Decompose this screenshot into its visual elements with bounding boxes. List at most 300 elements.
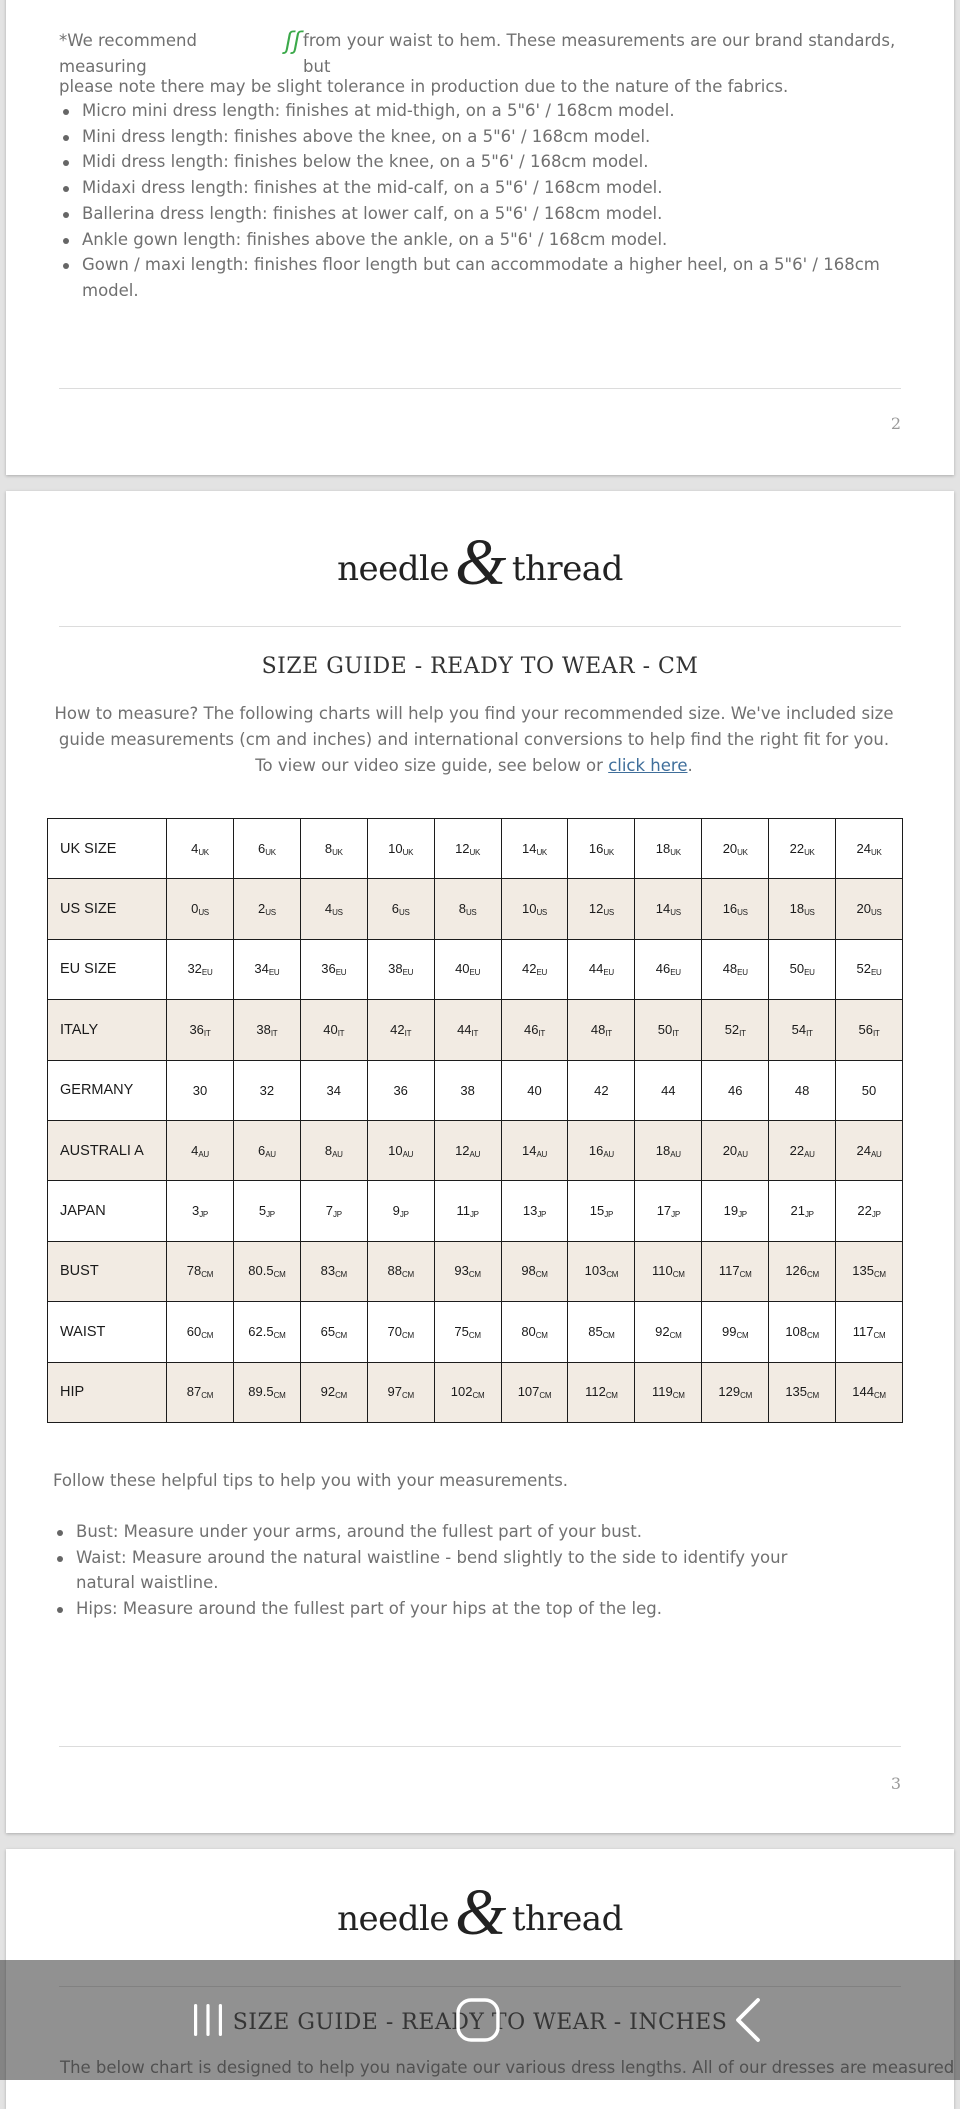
cell-value: 6: [391, 901, 400, 917]
table-cell: [434, 1181, 501, 1241]
row-label: BUST: [48, 1241, 167, 1301]
cell-value: 24: [856, 1142, 871, 1158]
table-cell: [702, 819, 769, 879]
table-cell: [501, 1362, 568, 1422]
table-cell: [836, 939, 903, 999]
cell-value: 48: [722, 961, 738, 977]
cell-unit: CM: [807, 1330, 819, 1340]
cell-unit: CM: [606, 1270, 619, 1280]
cell-value: 42: [390, 1021, 405, 1037]
table-cell: [300, 879, 367, 939]
table-cell: [568, 1181, 635, 1241]
table-cell: [434, 1241, 501, 1301]
table-cell: [367, 1120, 434, 1180]
table-cell: [769, 1302, 836, 1362]
table-cell: [167, 1060, 234, 1120]
cell-unit: EU: [670, 968, 681, 978]
cell-unit: AU: [265, 1149, 276, 1159]
cell-value: 92: [320, 1384, 336, 1400]
table-cell: [568, 1241, 635, 1301]
cell-value: 40: [455, 961, 470, 977]
cell-unit: UK: [536, 847, 547, 857]
cell-unit: JP: [199, 1210, 208, 1220]
page-number-3: 3: [890, 1774, 901, 1793]
cell-unit: US: [198, 908, 209, 918]
cell-unit: IT: [471, 1028, 479, 1038]
cell-unit: IT: [538, 1028, 545, 1038]
cell-value: 18: [655, 1142, 671, 1158]
intro-period: .: [687, 756, 693, 775]
cell-unit: AU: [402, 1149, 414, 1159]
size-conversion-table: [47, 818, 903, 1423]
cell-unit: US: [670, 908, 681, 918]
cell-value: 13: [522, 1203, 538, 1219]
cell-value: 52: [724, 1021, 740, 1037]
table-cell: [635, 819, 702, 879]
table-cell: [367, 1362, 434, 1422]
cell-value: 78: [186, 1263, 202, 1279]
cell-value: 8: [458, 901, 466, 917]
row-label: GERMANY: [48, 1060, 167, 1120]
cell-value: 38: [388, 961, 403, 977]
table-cell: [367, 939, 434, 999]
table-cell: [233, 1181, 300, 1241]
cell-value: 119: [652, 1384, 673, 1400]
tips-intro: Follow these helpful tips to help you with your measurements.: [53, 1471, 569, 1490]
dress-length-item: Ankle gown length: finishes above the ankle, on a 5"6' / 168cm model.: [60, 227, 920, 253]
table-cell: [836, 1060, 903, 1120]
table-cell: [702, 1000, 769, 1060]
logo-ampersand: &: [455, 526, 506, 599]
cell-unit: IT: [203, 1028, 211, 1038]
note-text-part-2: from your waist to hem. These measurements are our brand standards, but: [303, 31, 896, 76]
table-cell: [367, 1181, 434, 1241]
table-cell: [300, 1000, 367, 1060]
table-cell: [233, 1302, 300, 1362]
table-cell: [635, 1060, 702, 1120]
cell-unit: JP: [804, 1210, 814, 1220]
cell-value: 20: [722, 840, 738, 856]
cell-value: 14: [655, 901, 671, 917]
table-cell: [501, 819, 568, 879]
home-icon: [454, 1996, 502, 2044]
cell-value: 80: [521, 1323, 536, 1339]
note-text-line-2: please note there may be slight tolerance in production due to the nature of the fabrics.: [59, 77, 789, 96]
cell-unit: EU: [335, 968, 347, 978]
table-cell: [702, 1060, 769, 1120]
intro-video-text: To view our video size guide, see below or: [255, 756, 603, 775]
cell-value: 7: [325, 1203, 333, 1219]
cell-unit: CM: [335, 1330, 347, 1340]
table-cell: [434, 819, 501, 879]
cell-value: 135: [852, 1263, 874, 1279]
table-cell: [434, 879, 501, 939]
cell-value: 93: [454, 1263, 469, 1279]
cell-value: 42: [521, 961, 537, 977]
cell-value: 0: [191, 901, 199, 917]
cell-value: 12: [588, 901, 604, 917]
cell-value: 18: [789, 901, 805, 917]
cell-value: 97: [387, 1384, 402, 1400]
table-cell: [568, 1000, 635, 1060]
table-cell: [233, 1060, 300, 1120]
cell-unit: CM: [468, 1330, 481, 1340]
cell-value: 50: [789, 961, 805, 977]
measurement-tip-item: Waist: Measure around the natural waistline - bend slightly to the side to identify your natural waistline.: [54, 1545, 844, 1596]
table-cell: [167, 819, 234, 879]
measurement-tips-list: [54, 1519, 844, 1622]
cell-unit: EU: [469, 968, 481, 978]
row-label: US SIZE: [48, 879, 167, 939]
cell-value: 11: [456, 1203, 470, 1219]
table-cell: [434, 1302, 501, 1362]
header-divider: [59, 626, 901, 627]
cell-value: 52: [856, 961, 871, 977]
cell-unit: AU: [737, 1149, 748, 1159]
logo-word-thread: thread: [511, 549, 623, 589]
table-cell: [836, 1302, 903, 1362]
cell-unit: IT: [873, 1028, 880, 1038]
home-button[interactable]: [418, 1960, 538, 2080]
table-cell: [769, 1362, 836, 1422]
table-cell: [367, 1060, 434, 1120]
cell-unit: JP: [671, 1210, 680, 1220]
cell-unit: UK: [332, 847, 343, 857]
cell-value: 30: [192, 1082, 208, 1098]
table-cell: [300, 819, 367, 879]
table-cell: [367, 1000, 434, 1060]
page-number: 2: [890, 414, 901, 433]
table-cell: [167, 1181, 234, 1241]
system-navigation-bar: [0, 1960, 960, 2080]
cell-value: 14: [521, 840, 537, 856]
table-cell: [501, 1060, 568, 1120]
cell-value: 2: [257, 901, 266, 917]
cell-unit: EU: [603, 968, 614, 978]
cell-unit: US: [804, 908, 815, 918]
cell-value: 87: [186, 1384, 202, 1400]
cell-unit: CM: [539, 1391, 552, 1401]
table-cell: [568, 1060, 635, 1120]
cell-value: 36: [321, 961, 336, 977]
cell-value: 102: [450, 1384, 473, 1400]
cell-unit: CM: [736, 1330, 749, 1340]
table-cell: [635, 939, 702, 999]
row-label: HIP: [48, 1362, 167, 1422]
cell-value: 21: [790, 1203, 805, 1219]
cell-value: 44: [661, 1082, 676, 1098]
cell-unit: CM: [669, 1330, 682, 1340]
table-row: [48, 1060, 903, 1120]
cell-value: 20: [856, 901, 871, 917]
table-cell: [702, 1362, 769, 1422]
table-cell: [167, 879, 234, 939]
table-cell: [769, 1000, 836, 1060]
table-row: [48, 819, 903, 879]
table-cell: [635, 1181, 702, 1241]
recents-icon: [188, 2000, 228, 2040]
table-row: [48, 1120, 903, 1180]
dress-lengths-list: [60, 98, 920, 304]
cell-value: 16: [588, 840, 604, 856]
logo-word-needle: needle: [337, 1899, 450, 1939]
recents-button[interactable]: [148, 1960, 268, 2080]
cell-unit: EU: [536, 968, 547, 978]
cell-value: 46: [727, 1082, 743, 1098]
cell-unit: EU: [402, 968, 414, 978]
cell-value: 16: [588, 1142, 604, 1158]
table-cell: [769, 939, 836, 999]
cell-unit: US: [737, 908, 748, 918]
table-cell: [167, 1241, 234, 1301]
cell-value: 54: [791, 1021, 807, 1037]
table-row: [48, 1302, 903, 1362]
cell-unit: US: [465, 908, 477, 918]
table-cell: [233, 1000, 300, 1060]
cell-unit: AU: [670, 1149, 681, 1159]
table-cell: [568, 819, 635, 879]
cell-value: 4: [191, 840, 199, 856]
cell-value: 80.5: [248, 1263, 274, 1279]
cell-unit: CM: [602, 1330, 615, 1340]
cell-unit: JP: [537, 1210, 547, 1220]
table-cell: [300, 1302, 367, 1362]
cell-value: 20: [722, 1142, 738, 1158]
cell-value: 10: [388, 840, 403, 856]
cell-value: 92: [655, 1323, 670, 1339]
cell-value: 85: [588, 1323, 603, 1339]
cell-value: 44: [457, 1021, 472, 1037]
table-cell: [568, 1302, 635, 1362]
page-divider: [59, 388, 901, 389]
table-cell: [300, 1181, 367, 1241]
table-cell: [836, 1181, 903, 1241]
cell-unit: AU: [536, 1149, 547, 1159]
table-cell: [635, 1120, 702, 1180]
cell-unit: CM: [401, 1330, 414, 1340]
row-label: EU SIZE: [48, 939, 167, 999]
cell-unit: US: [265, 908, 276, 918]
cell-value: 3: [191, 1203, 200, 1219]
cell-unit: AU: [198, 1149, 209, 1159]
cell-unit: IT: [806, 1028, 813, 1038]
row-label: ITALY: [48, 1000, 167, 1060]
table-cell: [233, 1120, 300, 1180]
cell-unit: CM: [873, 1391, 886, 1401]
cell-value: 135: [785, 1384, 808, 1400]
table-cell: [501, 1241, 568, 1301]
row-label: UK SIZE: [48, 819, 167, 879]
cell-value: 15: [589, 1203, 605, 1219]
cell-value: 38: [460, 1082, 475, 1098]
cell-value: 4: [324, 901, 333, 917]
cell-value: 56: [858, 1021, 873, 1037]
cell-unit: CM: [605, 1391, 618, 1401]
cell-unit: JP: [399, 1210, 409, 1220]
cell-unit: CM: [672, 1270, 685, 1280]
table-cell: [702, 1241, 769, 1301]
cell-value: 108: [785, 1323, 808, 1339]
cell-value: 40: [527, 1082, 542, 1098]
cell-unit: US: [603, 908, 614, 918]
cell-value: 98: [521, 1263, 536, 1279]
cell-value: 144: [852, 1384, 874, 1400]
leaf-doodle-icon: ʃʃ: [284, 27, 302, 55]
measurement-note: [59, 22, 909, 100]
table-cell: [635, 1000, 702, 1060]
cell-value: 22: [789, 840, 805, 856]
cell-value: 4: [191, 1142, 199, 1158]
cell-unit: CM: [335, 1391, 347, 1401]
table-cell: [434, 1120, 501, 1180]
cell-value: 34: [254, 961, 269, 977]
cell-value: 32: [187, 961, 202, 977]
table-cell: [702, 879, 769, 939]
page-3-bottom-divider: [59, 1746, 901, 1747]
table-cell: [635, 1302, 702, 1362]
table-cell: [233, 1362, 300, 1422]
cell-value: 36: [189, 1021, 204, 1037]
cell-unit: EU: [804, 968, 815, 978]
cell-value: 40: [323, 1021, 338, 1037]
cell-unit: IT: [337, 1028, 345, 1038]
cell-value: 50: [657, 1021, 673, 1037]
cell-value: 75: [454, 1323, 469, 1339]
logo-word-needle: needle: [337, 549, 450, 589]
brand-logo-page-4: [6, 1876, 954, 1949]
brand-logo: [6, 526, 954, 599]
table-cell: [367, 819, 434, 879]
table-row: [48, 1362, 903, 1422]
table-cell: [836, 819, 903, 879]
cell-value: 42: [594, 1082, 609, 1098]
cell-value: 5: [258, 1203, 267, 1219]
table-cell: [769, 819, 836, 879]
table-cell: [568, 879, 635, 939]
cell-unit: IT: [739, 1028, 746, 1038]
cell-unit: UK: [603, 847, 614, 857]
cell-unit: CM: [739, 1270, 752, 1280]
cell-unit: UK: [670, 847, 681, 857]
table-cell: [769, 1060, 836, 1120]
dress-length-item: Midaxi dress length: finishes at the mid-calf, on a 5"6' / 168cm model.: [60, 175, 920, 201]
cell-unit: UK: [469, 847, 481, 857]
table-cell: [635, 1362, 702, 1422]
cell-unit: CM: [873, 1270, 886, 1280]
table-cell: [635, 879, 702, 939]
cell-unit: CM: [740, 1391, 752, 1401]
cell-unit: CM: [201, 1391, 214, 1401]
cell-value: 103: [584, 1263, 607, 1279]
cell-unit: CM: [873, 1330, 886, 1340]
table-cell: [167, 1000, 234, 1060]
table-cell: [501, 939, 568, 999]
cell-unit: UK: [804, 847, 815, 857]
table-cell: [300, 1362, 367, 1422]
cell-unit: IT: [270, 1028, 278, 1038]
cell-value: 14: [521, 1142, 537, 1158]
table-row: [48, 939, 903, 999]
dress-length-item: Mini dress length: finishes above the knee, on a 5"6' / 168cm model.: [60, 124, 920, 150]
intro-text: How to measure? The following charts will help you find your recommended size. We've included size guide measurements (cm and inches) and international conversions to help find the right fit for you.: [54, 704, 894, 749]
table-cell: [702, 939, 769, 999]
table-cell: [836, 1362, 903, 1422]
table-cell: [434, 1362, 501, 1422]
cell-unit: JP: [871, 1210, 881, 1220]
cell-value: 10: [388, 1142, 403, 1158]
cell-unit: UK: [871, 847, 882, 857]
table-cell: [501, 1000, 568, 1060]
cell-unit: AU: [332, 1149, 343, 1159]
cell-value: 22: [857, 1203, 872, 1219]
cell-unit: CM: [273, 1330, 286, 1340]
back-button[interactable]: [688, 1960, 808, 2080]
table-cell: [233, 1241, 300, 1301]
table-cell: [367, 1241, 434, 1301]
table-cell: [769, 1181, 836, 1241]
how-to-measure-intro: [53, 701, 895, 779]
cell-unit: CM: [201, 1330, 214, 1340]
table-cell: [434, 939, 501, 999]
table-cell: [300, 1241, 367, 1301]
cell-value: 8: [324, 1142, 333, 1158]
cell-unit: CM: [468, 1270, 481, 1280]
table-cell: [367, 1302, 434, 1362]
table-cell: [233, 939, 300, 999]
table-cell: [635, 1241, 702, 1301]
table-cell: [167, 1302, 234, 1362]
click-here-link[interactable]: click here: [608, 756, 688, 775]
cell-value: 107: [517, 1384, 540, 1400]
cell-unit: CM: [401, 1270, 414, 1280]
cell-value: 17: [656, 1203, 672, 1219]
table-cell: [233, 879, 300, 939]
table-cell: [501, 1120, 568, 1180]
cell-unit: EU: [737, 968, 748, 978]
cell-unit: EU: [871, 968, 882, 978]
cell-value: 60: [186, 1323, 202, 1339]
table-row: [48, 1241, 903, 1301]
cell-unit: CM: [273, 1391, 286, 1401]
cell-value: 112: [585, 1384, 606, 1400]
cell-unit: CM: [672, 1391, 685, 1401]
table-row: [48, 1181, 903, 1241]
table-cell: [434, 1000, 501, 1060]
table-cell: [568, 1120, 635, 1180]
cell-value: 10: [521, 901, 537, 917]
cell-unit: US: [399, 908, 410, 918]
cell-value: 46: [523, 1021, 539, 1037]
table-cell: [836, 1120, 903, 1180]
row-label: AUSTRALI A: [48, 1120, 167, 1180]
cell-value: 6: [257, 840, 266, 856]
table-cell: [769, 1241, 836, 1301]
cell-unit: UK: [402, 847, 414, 857]
cell-value: 65: [320, 1323, 336, 1339]
cell-unit: CM: [535, 1270, 548, 1280]
dress-length-item: Ballerina dress length: finishes at lower calf, on a 5"6' / 168cm model.: [60, 201, 920, 227]
cell-unit: US: [871, 908, 882, 918]
cell-unit: US: [332, 908, 343, 918]
table-cell: [836, 1000, 903, 1060]
dress-length-item: Gown / maxi length: finishes floor length but can accommodate a higher heel, on a 5"6' / 168cm model.: [60, 252, 920, 303]
row-label: WAIST: [48, 1302, 167, 1362]
cell-value: 46: [655, 961, 671, 977]
note-text-part-1: *We recommend measuring: [59, 31, 197, 76]
dress-length-item: Midi dress length: finishes below the knee, on a 5"6' / 168cm model.: [60, 149, 920, 175]
cell-value: 9: [392, 1203, 400, 1219]
cell-unit: IT: [605, 1028, 612, 1038]
